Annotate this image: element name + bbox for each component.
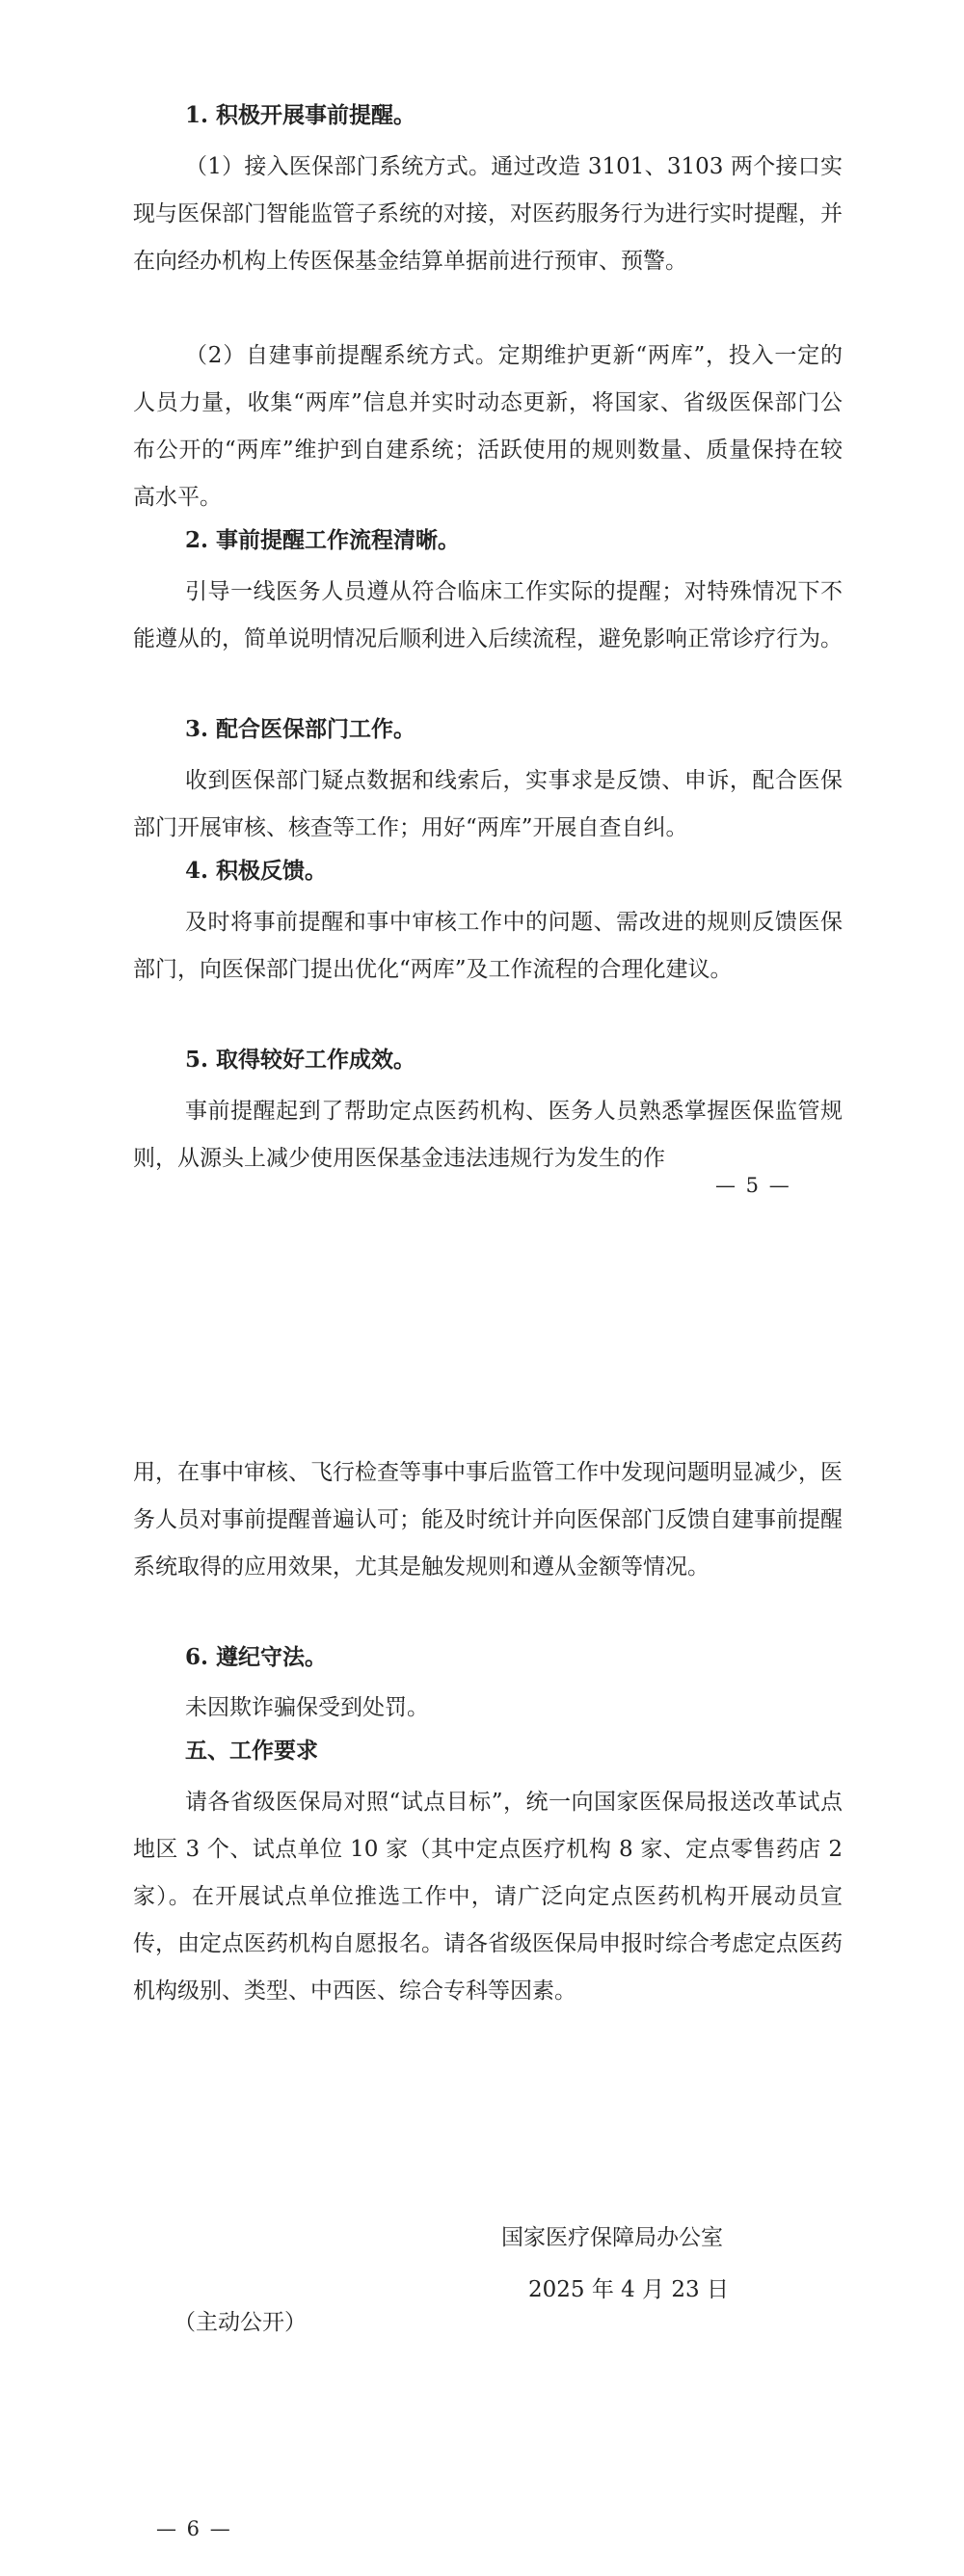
- heading-3: 3. 配合医保部门工作。: [185, 716, 416, 742]
- paragraph: 未因欺诈骗保受到处罚。: [185, 1695, 429, 1720]
- paragraph: 收到医保部门疑点数据和线索后，实事求是反馈、申诉，配合医保部门开展审核、核查等工作；用好“两库”开展自查自纠。: [133, 768, 843, 840]
- heading-1: 1. 积极开展事前提醒。: [185, 102, 416, 128]
- paragraph: （1）接入医保部门系统方式。通过改造 3101、3103 两个接口实现与医保部门智能监管子系统的对接，对医药服务行为进行实时提醒，并在向经办机构上传医保基金结算单据前进行预审、预警。: [133, 154, 843, 274]
- page-number: — 6 —: [156, 2517, 232, 2540]
- disclosure-note: （主动公开）: [174, 2310, 307, 2335]
- section-heading: 五、工作要求: [185, 1739, 318, 1764]
- paragraph: 请各省级医保局对照“试点目标”，统一向国家医保局报送改革试点地区 3 个、试点单位 10 家（其中定点医疗机构 8 家、定点零售药店 2 家）。在开展试点单位推选工作中，请广泛向定点医药机构开展动员宣传，由定点医药机构自愿报名。请各省级医保局申报时综合考虑定点医药机构级别、类型、中西医、综合专科等因素。: [133, 1790, 843, 2004]
- heading-5: 5. 取得较好工作成效。: [185, 1047, 416, 1073]
- document-page-5: [0, 0, 964, 1243]
- paragraph: 引导一线医务人员遵从符合临床工作实际的提醒；对特殊情况下不能遵从的，简单说明情况后顺利进入后续流程，避免影响正常诊疗行为。: [133, 579, 843, 651]
- page-number: — 5 —: [715, 1174, 791, 1197]
- heading-6: 6. 遵纪守法。: [185, 1644, 328, 1670]
- paragraph: 及时将事前提醒和事中审核工作中的问题、需改进的规则反馈医保部门，向医保部门提出优化“两库”及工作流程的合理化建议。: [133, 910, 843, 982]
- heading-2: 2. 事前提醒工作流程清晰。: [185, 527, 461, 553]
- issue-date: 2025 年 4 月 23 日: [528, 2277, 729, 2302]
- issuer: 国家医疗保障局办公室: [501, 2225, 723, 2250]
- heading-4: 4. 积极反馈。: [185, 858, 328, 884]
- paragraph: 用，在事中审核、飞行检查等事中事后监管工作中发现问题明显减少，医务人员对事前提醒普遍认可；能及时统计并向医保部门反馈自建事前提醒系统取得的应用效果，尤其是触发规则和遵从金额等情况。: [133, 1460, 843, 1580]
- paragraph: 事前提醒起到了帮助定点医药机构、医务人员熟悉掌握医保监管规则，从源头上减少使用医保基金违法违规行为发生的作: [133, 1099, 843, 1171]
- document-page-6: [0, 1243, 964, 2576]
- paragraph: （2）自建事前提醒系统方式。定期维护更新“两库”，投入一定的人员力量，收集“两库”信息并实时动态更新，将国家、省级医保部门公布公开的“两库”维护到自建系统；活跃使用的规则数量、质量保持在较高水平。: [133, 343, 843, 510]
